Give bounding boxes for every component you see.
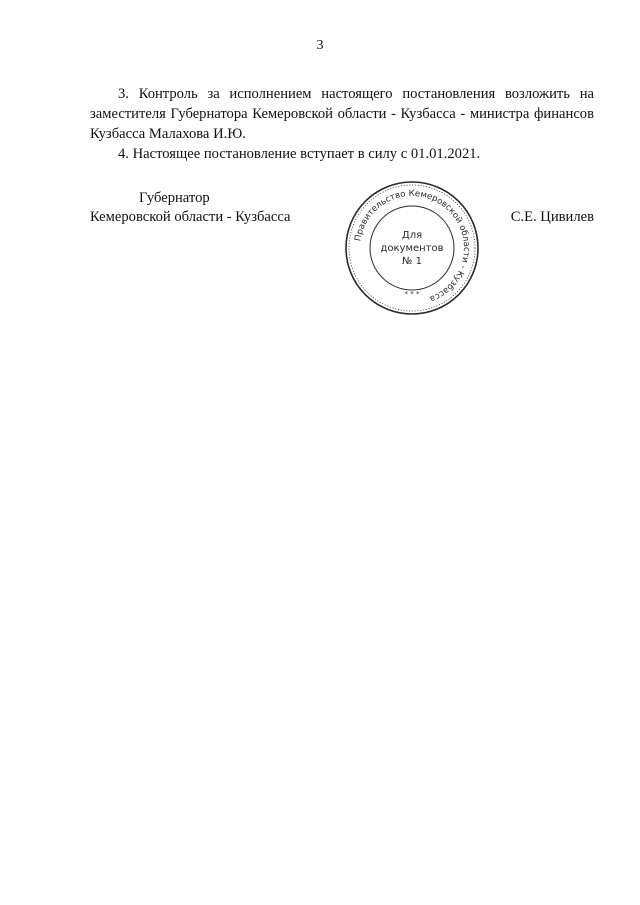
seal-center-line1: Для	[401, 230, 423, 241]
seal-outer-text: Правительство Кемеровской области - Кузбасса	[353, 188, 472, 304]
document-body	[90, 84, 594, 164]
official-seal	[342, 178, 482, 318]
page-number: 3	[316, 38, 324, 53]
seal-icon	[342, 178, 482, 318]
paragraph-4: 4. Настоящее постановление вступает в силу с 01.01.2021.	[118, 146, 481, 162]
signatory-title: Губернатор	[139, 190, 210, 206]
paragraph-3: 3. Контроль за исполнением настоящего постановления возложить на заместителя Губернатора Кемеровской области - Кузбасса - министра финансов Кузбасса Малахова И.Ю.	[90, 86, 594, 142]
seal-center-line2: документов	[380, 243, 444, 254]
signatory-region: Кемеровской области - Кузбасса	[90, 209, 291, 225]
signatory-name: С.Е. Цивилев	[510, 209, 594, 225]
seal-center-line3: № 1	[402, 256, 422, 267]
seal-stars: * * *	[404, 290, 420, 298]
